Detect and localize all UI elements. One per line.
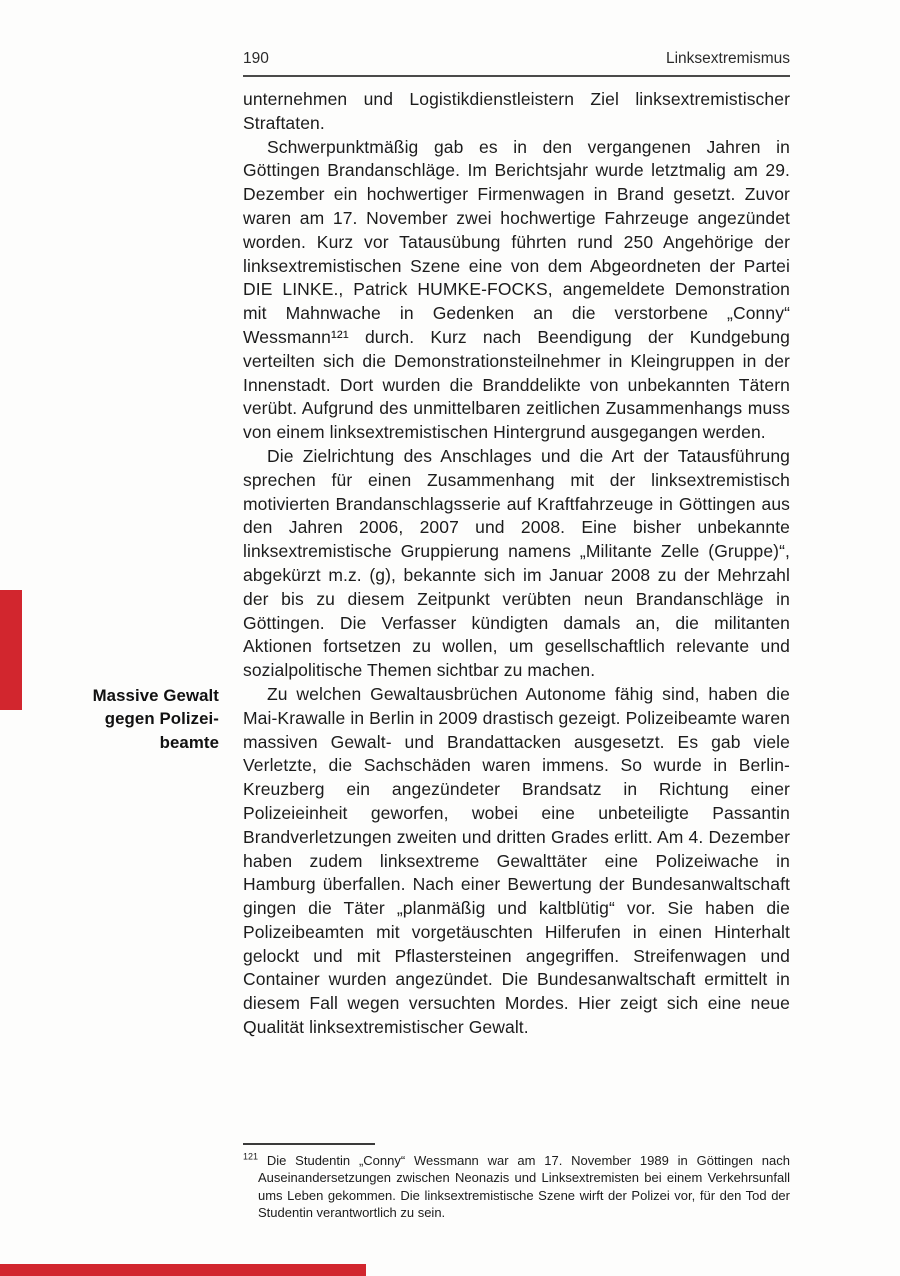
margin-note-line: Massive Gewalt <box>92 685 219 705</box>
footnote-rule <box>243 1143 375 1145</box>
paragraph-with-margin-note <box>92 683 790 1040</box>
footnote-section <box>243 1143 790 1222</box>
margin-note-line: gegen Polizei- <box>104 709 219 729</box>
footnote-text: Die Studentin „Conny“ Wessmann war am 17. November 1989 in Göttingen nach Auseinandersetzungen zwischen Neonazis und Linksextremisten bei einem Verkehrsunfall ums Leben gekommen. Die linksextremistische Szene wirft der Polizei vor, für den Tod der Studentin verantwortlich zu sein. <box>258 1153 790 1221</box>
footnote-marker: 121 <box>243 1151 259 1162</box>
chapter-title: Linksextremismus <box>665 50 790 67</box>
page-number: 190 <box>243 50 269 67</box>
footnote <box>243 1152 790 1222</box>
page-header <box>243 50 790 77</box>
header-rule <box>243 50 790 77</box>
body-text-column <box>92 88 790 1040</box>
body-paragraph: Schwerpunktmäßig gab es in den vergangenen Jahren in Göttingen Brandanschläge. Im Berichtsjahr wurde letztmalig am 29. Dezember ein hochwertiger Firmenwagen in Brand gesetzt. Zuvor waren am 17. November zwei hochwertige Fahrzeuge angezündet worden. Kurz vor Tatausübung führten rund 250 Angehörige der linksextremistischen Szene eine von dem Abgeordneten der Partei DIE LINKE., Patrick HUMKE-FOCKS, angemeldete Demonstration mit Mahnwache in Gedenken an die verstorbene „Conny“ Wessmann¹²¹ durch. Kurz nach Beendigung der Kundgebung verteilten sich die Demonstrationsteilnehmer in Kleingruppen in der Innenstadt. Dort wurden die Branddelikte von unbekannten Tätern verübt. Aufgrund des unmittelbaren zeitlichen Zusammenhangs muss von einem linksextremistischen Hintergrund ausgegangen werden. <box>243 136 790 443</box>
chapter-tab-marker <box>0 590 22 710</box>
body-paragraph: Zu welchen Gewaltausbrüchen Autonome fähig sind, haben die Mai-Krawalle in Berlin in 2009 drastisch gezeigt. Polizeibeamte waren massiven Gewalt- und Brandattacken ausgesetzt. Es gab viele Verletzte, die Sachschäden waren immens. So wurde in Berlin-Kreuzberg ein angezündeter Brandsatz in Richtung einer Polizeieinheit geworfen, wobei eine unbeteiligte Passantin Brandverletzungen zweiten und dritten Grades erlitt. Am 4. Dezember haben zudem linksextreme Gewalttäter eine Polizeiwache in Hamburg überfallen. Nach einer Bewertung der Bundesanwaltschaft gingen die Täter „planmäßig und kaltblütig“ vor. Sie haben die Polizeibeamten mit vorgetäuschten Hilferufen in einen Hinterhalt gelockt und mit Pflastersteinen angegriffen. Streifenwagen und Container wurden angezündet. Die Bundesanwaltschaft ermittelt in diesem Fall wegen versuchten Mordes. Hier zeigt sich eine neue Qualität linksextremistischer Gewalt. <box>243 683 790 1038</box>
margin-note-line: beamte <box>159 732 219 752</box>
body-paragraph: unternehmen und Logistikdienstleistern Ziel linksextremistischer Straftaten. <box>243 89 790 133</box>
body-paragraph: Die Zielrichtung des Anschlages und die Art der Tatausführung sprechen für einen Zusammenhang mit der linksextremistisch motivierten Brandanschlagsserie auf Kraftfahrzeuge in Göttingen aus den Jahren 2006, 2007 und 2008. Eine bisher unbekannte linksextremistische Gruppierung namens „Militante Zelle (Gruppe)“, abgekürzt m.z. (g), bekannte sich im Januar 2008 zu der Mehrzahl der bis zu diesem Zeitpunkt verübten neun Brandanschläge in Göttingen. Die Verfasser kündigten damals an, die militanten Aktionen fortsetzen zu wollen, um gesellschaftlich relevante und sozialpolitische Themen sichtbar zu machen. <box>243 445 790 681</box>
margin-note <box>55 684 219 755</box>
bottom-red-bar <box>0 1264 366 1276</box>
